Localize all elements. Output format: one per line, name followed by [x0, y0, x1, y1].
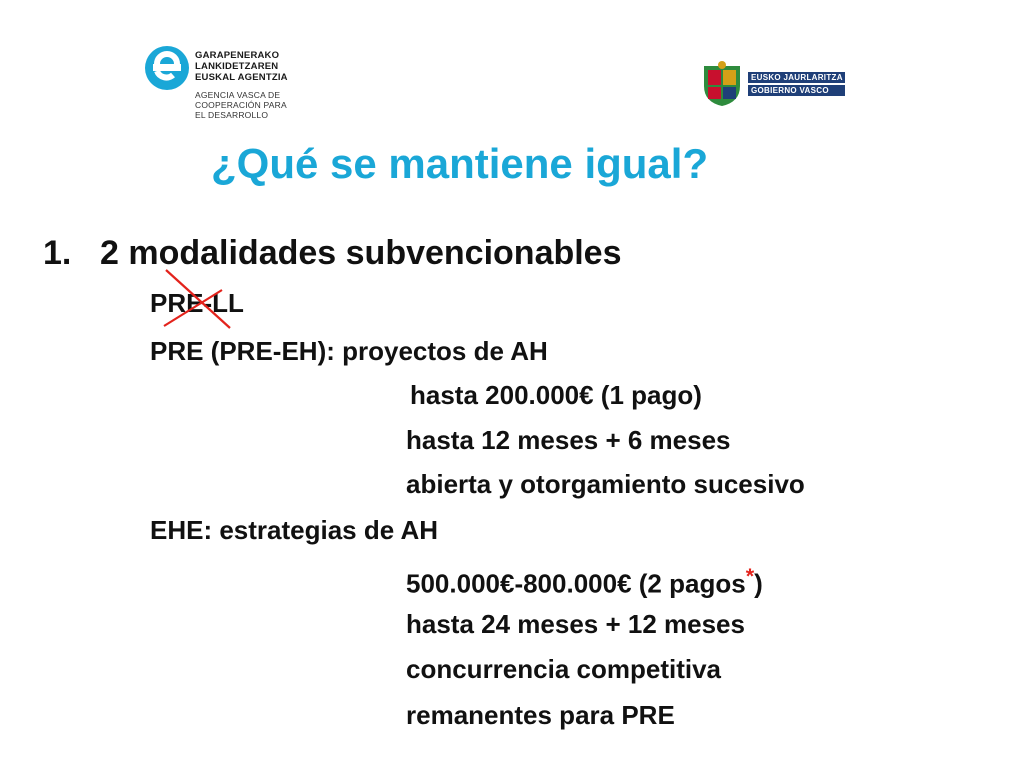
pre-call-type: abierta y otorgamiento sucesivo — [406, 469, 805, 499]
agency-name: GARAPENERAKO LANKIDETZAREN EUSKAL AGENTZIA — [195, 50, 288, 83]
footnote-asterisk: * — [745, 563, 755, 588]
slide-title: ¿Qué se mantiene igual? — [211, 140, 709, 187]
government-name-basque: EUSKO JAURLARITZA — [748, 72, 845, 83]
modality-ehe: EHE: estrategias de AH — [150, 515, 439, 545]
ehe-call-type: concurrencia competitiva — [406, 654, 721, 684]
ehe-remainder: remanentes para PRE — [406, 700, 675, 730]
ehe-amount-close: ) — [754, 568, 763, 599]
ehe-amount — [406, 563, 763, 600]
item-number: 1. — [43, 234, 72, 272]
agency-subtitle: AGENCIA VASCA DE COOPERACIÓN PARA EL DESARROLLO — [195, 90, 287, 120]
ehe-amount-text: 500.000€-800.000€ (2 pagos — [406, 568, 746, 599]
ehe-duration: hasta 24 meses + 12 meses — [406, 609, 745, 639]
strikethrough-cross-icon — [160, 268, 236, 330]
modality-pre-eh: PRE (PRE-EH): proyectos de AH — [150, 336, 548, 366]
coat-of-arms-icon — [700, 60, 744, 108]
government-logo — [700, 60, 850, 108]
agency-logo — [143, 44, 303, 128]
pre-amount: hasta 200.000€ (1 pago) — [410, 380, 702, 410]
item-heading — [43, 234, 622, 273]
item-heading-text: 2 modalidades subvencionables — [100, 234, 622, 272]
government-name-spanish: GOBIERNO VASCO — [748, 85, 845, 96]
agency-e-mark-icon — [143, 44, 191, 92]
pre-duration: hasta 12 meses + 6 meses — [406, 425, 731, 455]
modality-pre-ll: PRE-LL — [150, 288, 244, 318]
